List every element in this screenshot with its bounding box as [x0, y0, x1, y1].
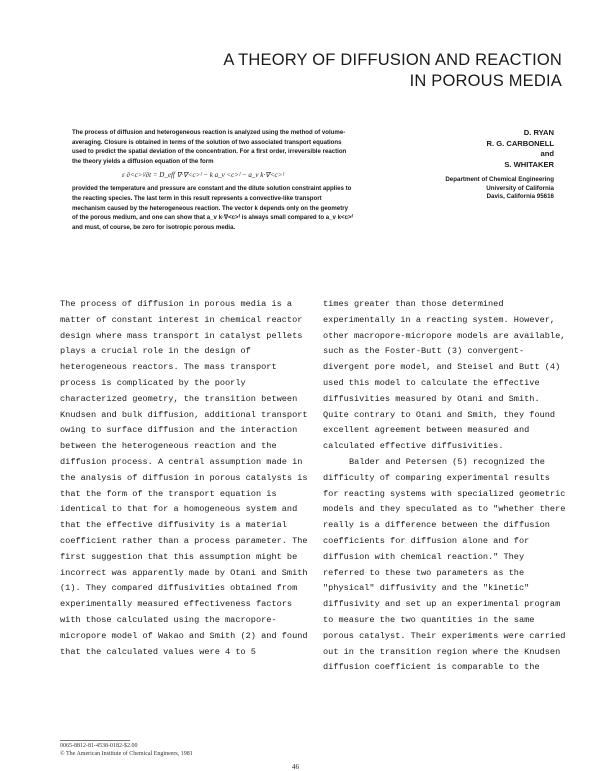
affiliation-university: University of California	[486, 184, 554, 192]
body-column-right	[323, 297, 569, 676]
body-paragraph-1: The process of diffusion in porous media is a matter of constant interest in chemical reactor design where mass transport in catalyst pellets plays a crucial role in the design of heterogeneous reactors. The mass transport process is complicated by the poorly characterized geometry, the transition between Knudsen and bulk diffusion, additional transport owing to surface diffusion and the interaction between the heterogeneous reaction and the diffusion process. A central assumption made in the analysis of diffusion in porous catalysts is that the form of the transport equation is identical to that for a homogeneous system and that the effective diffusivity is a material coefficient rather than a process parameter. The first suggestion that this assumption might be incorrect was apparently made by Otani and Smith (1). They compared diffusivities obtained from experimentally measured effectiveness factors with those calculated using the macropore-micropore model of Wakao and Smith (2) and found that the calculated values were 4 to 5	[60, 299, 308, 657]
abstract-equation: ε ∂<c>ᶠ/∂t = D_eff ∇·∇<c>ᶠ − k a_v <c>ᶠ − a_v k·∇<c>ᶠ	[122, 171, 284, 180]
paper-title	[142, 50, 562, 92]
abstract-paragraph-1: The process of diffusion and heterogeneous reaction is analyzed using the method of volume-averaging. Closure is obtained in terms of the solution of two associated transport equations used to predict the spatial deviation of the concentration. For a first order, irreversible reaction the theory yields a diffusion equation of the form	[72, 129, 347, 165]
author-conjunction: and	[540, 149, 554, 158]
title-line-2: IN POROUS MEDIA	[409, 72, 562, 90]
author-name-2: R. G. CARBONELL	[486, 138, 554, 148]
page-number: 46	[292, 763, 299, 771]
footnote-divider	[60, 740, 130, 741]
footnote-copyright: © The American Institute of Chemical Engineers, 1981	[60, 751, 193, 757]
affiliation	[354, 176, 554, 202]
author-name-1: D. RYAN	[523, 128, 554, 137]
abstract-paragraph-2: provided the temperature and pressure are constant and the dilute solution constraint applies to the reacting species. The last term in this result represents a convective-like transport mechanism caused by the heterogeneous reaction. The vector k depends only on the geometry of the porous medium, and one can show that a_v k·∇<c>ᶠ is always small compared to a_v k<c>ᶠ and must, of course, be zero for isotropic porous media.	[72, 185, 354, 231]
affiliation-city: Davis, California 95616	[486, 193, 554, 201]
author-name-3: S. WHITAKER	[504, 159, 554, 169]
body-column-left	[60, 297, 316, 660]
affiliation-department: Department of Chemical Engineering	[445, 176, 554, 183]
title-line-1: A THEORY OF DIFFUSION AND REACTION	[223, 51, 562, 69]
author-block	[354, 128, 554, 202]
abstract	[72, 128, 354, 232]
footnote-code: 0065-8812-81-4538-0182-$2.00	[60, 743, 138, 749]
footnote	[60, 742, 193, 758]
body-paragraph-3: Balder and Petersen (5) recognized the difficulty of comparing experimental results for reacting systems with specialized geometric models and they speculated as to "whether there really is a difference between the diffusion coefficients for diffusion alone and for diffusion with chemical reaction." They referred to these two parameters as the "physical" diffusivity and the "kinetic" diffusivity and set up an experimental program to measure the two quantities in the same porous catalyst. Their experiments were carried out in the transition region where the Knudsen diffusion coefficient is comparable to the	[323, 456, 566, 673]
body-paragraph-2: times greater than those determined experimentally in a reacting system. However, other macropore-micropore models are available, such as the Foster-Butt (3) convergent-divergent pore model, and Steisel and Butt (4) used this model to calculate the effective diffusivities measured by Otani and Smith. Quite contrary to Otani and Smith, they found excellent agreement between measured and calculated effective diffusivities.	[323, 299, 566, 452]
